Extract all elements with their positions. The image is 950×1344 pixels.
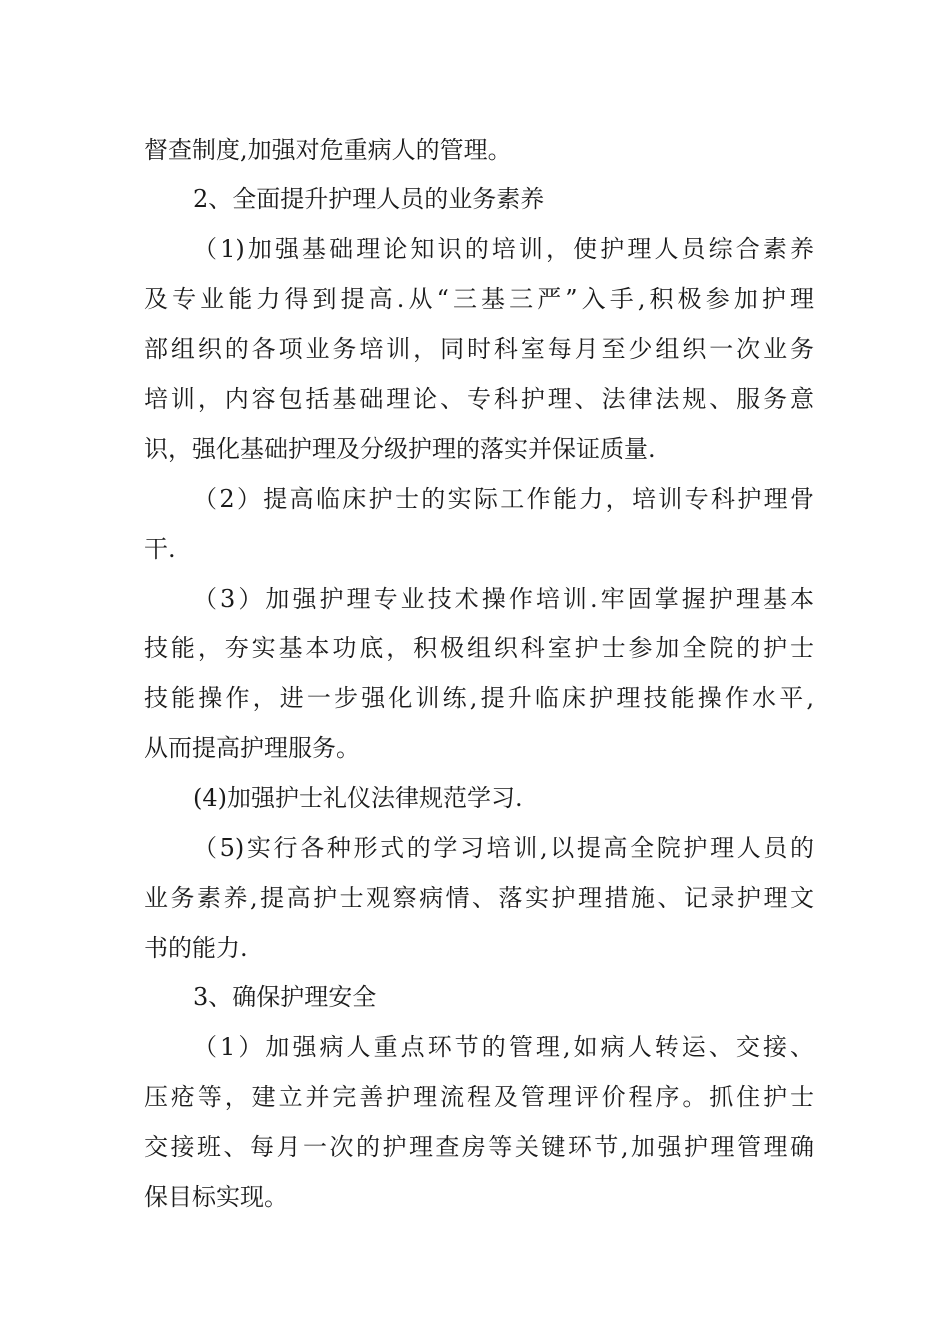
paragraph-line: 交接班、每月一次的护理查房等关键环节,加强护理管理确 — [144, 1133, 814, 1161]
paragraph-line: 保目标实现。 — [144, 1183, 288, 1211]
paragraph-line: 业务素养,提高护士观察病情、落实护理措施、记录护理文 — [144, 884, 814, 912]
paragraph-line: 培训，内容包括基础理论、专科护理、法律法规、服务意 — [144, 385, 814, 413]
paragraph-line: 督查制度,加强对危重病人的管理。 — [144, 136, 512, 164]
paragraph-line: （1）加强病人重点环节的管理,如病人转运、交接、 — [193, 1033, 814, 1061]
paragraph-line: (4)加强护士礼仪法律规范学习. — [193, 784, 523, 812]
paragraph-line: 干. — [144, 535, 176, 563]
paragraph-line: 及专业能力得到提高.从“三基三严”入手,积极参加护理 — [144, 285, 814, 313]
paragraph-line: 技能，夯实基本功底，积极组织科室护士参加全院的护士 — [144, 634, 814, 662]
paragraph-line: （2）提高临床护士的实际工作能力，培训专科护理骨 — [193, 485, 814, 513]
paragraph-line: 识，强化基础护理及分级护理的落实并保证质量. — [144, 435, 656, 463]
paragraph-line: （1)加强基础理论知识的培训，使护理人员综合素养 — [193, 235, 814, 263]
paragraph-line: （5)实行各种形式的学习培训,以提高全院护理人员的 — [193, 834, 814, 862]
paragraph-line: （3）加强护理专业技术操作培训.牢固掌握护理基本 — [193, 585, 814, 613]
paragraph-line: 书的能力. — [144, 934, 248, 962]
section-heading: 2、全面提升护理人员的业务素养 — [193, 185, 545, 213]
paragraph-line: 技能操作，进一步强化训练,提升临床护理技能操作水平, — [144, 684, 814, 712]
paragraph-line: 部组织的各项业务培训，同时科室每月至少组织一次业务 — [144, 335, 814, 363]
paragraph-line: 压疮等，建立并完善护理流程及管理评价程序。抓住护士 — [144, 1083, 814, 1111]
section-heading: 3、确保护理安全 — [193, 983, 377, 1011]
paragraph-line: 从而提高护理服务。 — [144, 734, 360, 762]
